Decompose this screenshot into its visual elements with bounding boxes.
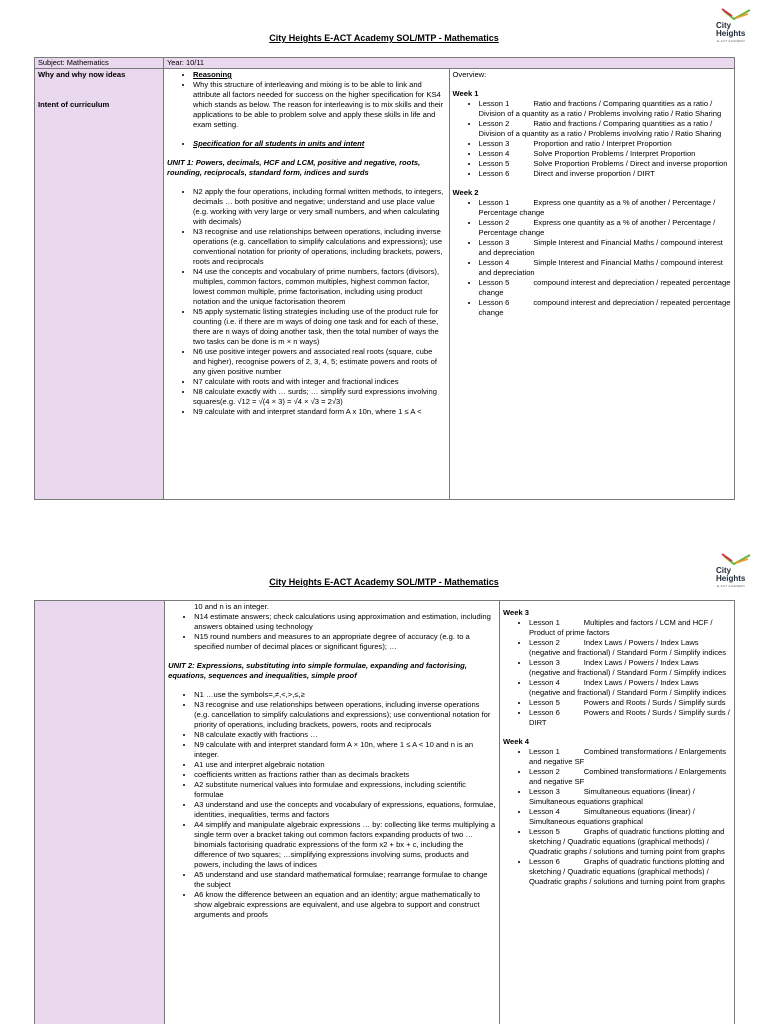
list-item: • A5 understand and use standard mathematical formulae; rearrange formulae to change the subject	[194, 870, 496, 890]
school-logo	[714, 8, 754, 44]
lesson-item	[529, 827, 731, 857]
list-item: • N8 calculate exactly with … surds; … simplify surd expressions involving squares(e.g. √12 = √(4 × 3) = √4 × √3 = 2√3)	[193, 387, 446, 407]
lesson-number: Lesson 3	[528, 787, 560, 796]
lesson-number: Lesson 6	[478, 298, 510, 307]
intent-label: Intent of curriculum	[38, 100, 110, 109]
lesson-item	[479, 169, 732, 179]
logo-subtitle: E-ACT ACADEMY	[717, 39, 746, 43]
lesson-topic: Express one quantity as a % of another / Percentage / Percentage change	[478, 218, 716, 237]
list-item: • N9 calculate with and interpret standard form A × 10n, where 1 ≤ A < 10 and n is an integer.	[194, 740, 496, 760]
lesson-topic: Index Laws / Powers / Index Laws (negative and fractional) / Standard Form / Simplify indices	[528, 678, 727, 697]
lesson-number: Lesson 6	[528, 708, 560, 717]
list-item: • N8 calculate exactly with fractions …	[194, 730, 496, 740]
lesson-number: Lesson 4	[528, 807, 560, 816]
list-item: • N7 calculate with roots and with integer and fractional indices	[193, 377, 446, 387]
lesson-number: Lesson 4	[478, 258, 510, 267]
why-text: • Why this structure of interleaving and mixing is to be able to link and attribute all factors needed for success on the higher specification for KS4 which stands as below. The reason for interleaving is to mix skills and their applications to be able to problem solve and apply these skills in life and exam setting.	[193, 80, 446, 130]
week-3-lessons	[503, 618, 731, 728]
list-item: • N3 recognise and use relationships between operations, including inverse operations (e.g. cancellation to simplify calculations and expressions); use conventional notation for priority of operations, including brackets, powers, roots and reciprocals	[194, 700, 496, 730]
lesson-item	[529, 807, 731, 827]
unit-2-objectives	[168, 690, 496, 920]
lesson-item	[479, 278, 732, 298]
lesson-number: Lesson 2	[528, 767, 560, 776]
document-title: City Heights E-ACT Academy SOL/MTP - Mathematics	[269, 33, 499, 43]
lesson-item	[529, 658, 731, 678]
lesson-item	[479, 238, 732, 258]
subject-cell: Subject: Mathematics	[35, 58, 164, 69]
lesson-item	[529, 638, 731, 658]
reasoning-heading: • Reasoning	[193, 70, 446, 80]
year-cell: Year: 10/11	[164, 58, 735, 69]
list-item: • A4 simplify and manipulate algebraic expressions … by: collecting like terms multiplying a single term over a bracket taking out common factors expanding products of two … binomials factorising quadratic expressions of the form x2 + bx + c, including the difference of two squares; …simplifying expressions involving sums, products and powers, including the laws of indices	[194, 820, 496, 870]
list-item: • N3 recognise and use relationships between operations, including inverse operations (e.g. cancellation to simplify calculations and expressions); use conventional notation for priority of operations, including brackets, powers, roots and reciprocals	[193, 227, 446, 267]
lesson-number: Lesson 4	[528, 678, 560, 687]
lesson-topic: Ratio and fractions / Comparing quantities as a ratio / Division of a quantity as a ratio / Problems involving ratio / Ratio Sharing	[478, 119, 722, 138]
lesson-number: Lesson 2	[528, 638, 560, 647]
lesson-number: Lesson 2	[478, 119, 510, 128]
lesson-topic: Simultaneous equations (linear) / Simultaneous equations graphical	[528, 787, 695, 806]
lesson-item	[529, 767, 731, 787]
list-item: • N14 estimate answers; check calculations using approximation and estimation, including answers obtained using technology	[194, 612, 496, 632]
lesson-topic: compound interest and depreciation / repeated percentage change	[478, 278, 731, 297]
unit-1-objectives-continued	[168, 612, 496, 652]
lesson-number: Lesson 6	[528, 857, 560, 866]
overview-label: Overview:	[452, 70, 487, 79]
lesson-topic: Index Laws / Powers / Index Laws (negative and fractional) / Standard Form / Simplify indices	[528, 638, 727, 657]
list-item: • N2 apply the four operations, including formal written methods, to integers, decimals … both positive and negative; understand and use place value (e.g. working with very large or very small numbers, and when calculating with decimals)	[193, 187, 446, 227]
lesson-item	[479, 99, 732, 119]
lesson-number: Lesson 4	[478, 149, 510, 158]
lesson-item	[479, 298, 732, 318]
lesson-number: Lesson 3	[478, 238, 510, 247]
lesson-topic: Combined transformations / Enlargements and negative SF	[528, 767, 727, 786]
overview-cell	[499, 601, 734, 1024]
list-item: • N1 …use the symbols=,≠,<,>,≤,≥	[194, 690, 496, 700]
list-item: • coefficients written as fractions rather than as decimals brackets	[194, 770, 496, 780]
lesson-item	[529, 618, 731, 638]
lesson-item	[479, 139, 732, 149]
list-item: • A2 substitute numerical values into formulae and expressions, including scientific formulae	[194, 780, 496, 800]
logo-wordmark: City Heights	[716, 566, 746, 583]
week-1-heading: Week 1	[452, 89, 479, 98]
school-logo	[714, 553, 754, 589]
lesson-item	[479, 149, 732, 159]
lesson-topic: Express one quantity as a % of another / Percentage / Percentage change	[478, 198, 716, 217]
lesson-item	[479, 119, 732, 139]
lesson-item	[479, 198, 732, 218]
table-header-row	[35, 58, 735, 69]
list-item: • N6 use positive integer powers and associated real roots (square, cube and higher), recognise powers of 2, 3, 4, 5; estimate powers and roots of any given positive number	[193, 347, 446, 377]
list-item: • N15 round numbers and measures to an appropriate degree of accuracy (e.g. to a specified number of decimal places or significant figures); …	[194, 632, 496, 652]
lesson-number: Lesson 2	[478, 218, 510, 227]
week-4-lessons	[503, 747, 731, 887]
lesson-number: Lesson 6	[478, 169, 510, 178]
lesson-item	[529, 787, 731, 807]
list-item: • A6 know the difference between an equation and an identity; argue mathematically to show algebraic expressions are equivalent, and use algebra to support and construct arguments and proofs	[194, 890, 496, 920]
lesson-topic: Multiples and factors / LCM and HCF / Product of prime factors	[528, 618, 713, 637]
week-2-lessons	[453, 198, 732, 318]
week-4-heading: Week 4	[502, 737, 530, 746]
spec-heading: • Specification for all students in units and intent	[193, 139, 446, 149]
continued-text: 10 and n is an integer.	[194, 602, 269, 611]
week-2-heading: Week 2	[452, 188, 479, 197]
logo-subtitle: E-ACT ACADEMY	[717, 584, 746, 588]
lesson-topic: Graphs of quadratic functions plotting and sketching / Quadratic equations (graphical methods) / Quadratic graphs / solutions and turning point from graphs	[528, 827, 725, 856]
list-item: • N5 apply systematic listing strategies including use of the product rule for counting (i.e. if there are m ways of doing one task and for each of these, there are n ways of doing another task, then the total number of ways the two tasks can be done is m × n ways)	[193, 307, 446, 347]
lesson-topic: Solve Proportion Problems / Interpret Proportion	[533, 149, 696, 158]
lesson-item	[529, 698, 731, 708]
lesson-topic: Ratio and fractions / Comparing quantities as a ratio / Division of a quantity as a ratio / Problems involving ratio / Ratio Sharing	[478, 99, 722, 118]
why-label: Why and why now ideas	[38, 70, 126, 79]
lesson-item	[529, 708, 731, 728]
lesson-number: Lesson 5	[478, 278, 510, 287]
lesson-topic: Simultaneous equations (linear) / Simultaneous equations graphical	[528, 807, 695, 826]
lesson-number: Lesson 1	[478, 198, 510, 207]
list-item: • N9 calculate with and interpret standard form A x 10n, where 1 ≤ A <	[193, 407, 446, 417]
lesson-number: Lesson 1	[478, 99, 510, 108]
lesson-topic: Combined transformations / Enlargements and negative SF	[528, 747, 727, 766]
table-row	[35, 69, 735, 500]
lesson-number: Lesson 5	[528, 827, 560, 836]
logo-wordmark: City Heights	[716, 21, 746, 38]
lesson-topic: Solve Proportion Problems / Direct and inverse proportion	[533, 159, 728, 168]
unit-2-heading: UNIT 2: Expressions, substituting into simple formulae, expanding and factorising, equations, sequences and inequalities, simple proof	[168, 661, 467, 680]
lesson-item	[529, 747, 731, 767]
lesson-topic: Graphs of quadratic functions plotting and sketching / Quadratic equations (graphical methods) / Quadratic graphs / solutions and turning point from graphs	[528, 857, 725, 886]
document-page-2	[0, 520, 768, 1024]
week-3-heading: Week 3	[502, 608, 530, 617]
lesson-topic: Simple Interest and Financial Maths / compound interest and depreciation	[478, 238, 723, 257]
side-label-cell	[35, 601, 165, 1024]
lesson-number: Lesson 1	[528, 618, 560, 627]
lesson-number: Lesson 3	[478, 139, 510, 148]
lesson-number: Lesson 5	[528, 698, 560, 707]
list-item: • N4 use the concepts and vocabulary of prime numbers, factors (divisors), multiples, common factors, common multiples, highest common factor, lowest common multiple, prime factorisation, including using product notation and the unique factorisation theorem	[193, 267, 446, 307]
week-1-lessons	[453, 99, 732, 179]
unit-1-objectives	[167, 187, 446, 417]
table-row	[35, 601, 735, 1024]
scheme-of-learning-table	[34, 600, 735, 1024]
lesson-number: Lesson 5	[478, 159, 510, 168]
list-item: • A3 understand and use the concepts and vocabulary of expressions, equations, formulae, identities, inequalities, terms and factors	[194, 800, 496, 820]
unit-1-heading: UNIT 1: Powers, decimals, HCF and LCM, positive and negative, roots, rounding, reciprocals, standard form, indices and surds	[167, 158, 421, 177]
content-cell	[164, 69, 450, 500]
lesson-topic: Powers and Roots / Surds / Simplify surds	[583, 698, 726, 707]
lesson-number: Lesson 3	[528, 658, 560, 667]
lesson-topic: Simple Interest and Financial Maths / compound interest and depreciation	[478, 258, 723, 277]
list-item: • A1 use and interpret algebraic notation	[194, 760, 496, 770]
lesson-item	[529, 678, 731, 698]
lesson-topic: Index Laws / Powers / Index Laws (negative and fractional) / Standard Form / Simplify indices	[528, 658, 727, 677]
lesson-item	[479, 159, 732, 169]
overview-cell	[449, 69, 735, 500]
side-label-cell	[35, 69, 164, 500]
lesson-item	[479, 258, 732, 278]
scheme-of-learning-table	[34, 57, 735, 500]
lesson-topic: Direct and inverse proportion / DIRT	[533, 169, 655, 178]
lesson-item	[529, 857, 731, 887]
lesson-topic: compound interest and depreciation / repeated percentage change	[478, 298, 731, 317]
content-cell	[165, 601, 500, 1024]
lesson-topic: Powers and Roots / Surds / Simplify surds / DIRT	[528, 708, 730, 727]
lesson-topic: Proportion and ratio / Interpret Proportion	[533, 139, 672, 148]
document-title: City Heights E-ACT Academy SOL/MTP - Mathematics	[269, 577, 499, 587]
lesson-number: Lesson 1	[528, 747, 560, 756]
lesson-item	[479, 218, 732, 238]
